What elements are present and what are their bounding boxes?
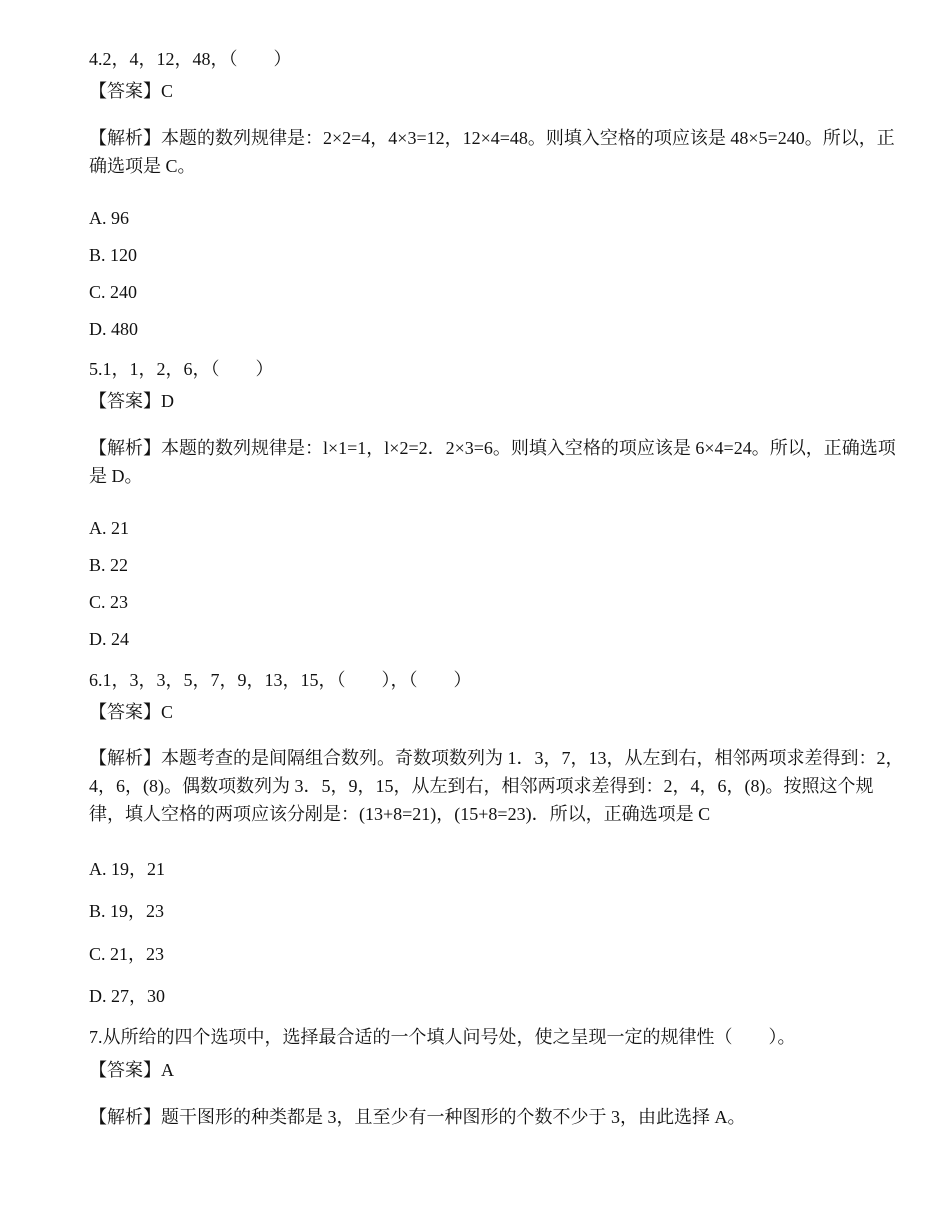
question-5-option-b: B. 22 [89, 555, 129, 575]
question-4-option-b: B. 120 [89, 245, 138, 265]
question-4-answer: 【答案】C [89, 81, 174, 101]
question-5-option-a: A. 21 [89, 518, 129, 538]
question-6-option-a: A. 19，21 [89, 859, 165, 879]
question-5-option-d: D. 24 [89, 629, 129, 649]
question-7-stem: 7.从所给的四个选项中，选择最合适的一个填人问号处，使之呈现一定的规律性（ ）。 [89, 1027, 796, 1047]
question-5-analysis: 【解析】本题的数列规律是：l×1=1，l×2=2．2×3=6。则填入空格的项应该是 6×4=24。所以，正确选项是 D。 [89, 438, 896, 486]
question-7-answer: 【答案】A [89, 1060, 174, 1080]
question-6-option-d: D. 27，30 [89, 986, 165, 1006]
question-6-answer: 【答案】C [89, 702, 174, 722]
question-5-option-c: C. 23 [89, 592, 129, 612]
question-4-analysis: 【解析】本题的数列规律是：2×2=4，4×3=12，12×4=48。则填入空格的项应该是 48×5=240。所以，正确选项是 C。 [89, 128, 895, 176]
question-4-stem: 4.2，4，12，48，（ ） [89, 49, 292, 69]
question-6-option-c: C. 21，23 [89, 944, 165, 964]
question-6-option-b: B. 19，23 [89, 901, 165, 921]
question-6-analysis: 【解析】本题考查的是间隔组合数列。奇数项数列为 1．3，7，13，从左到右，相邻两项求差得到：2，4，6，(8)。偶数项数列为 3．5，9，15，从左到右，相邻两项求差得到：2，4，6，(8)。按照这个规律，填人空格的两项应该分剐是：(13+8=21)，(15+8=23)．所以，正确选项是 C [89, 748, 904, 824]
question-5-answer: 【答案】D [89, 391, 174, 411]
question-4-option-d: D. 480 [89, 319, 138, 339]
question-6-stem: 6.1，3，3，5，7，9，13，15，（ ），（ ） [89, 670, 472, 690]
question-5-stem: 5.1，1，2，6，（ ） [89, 359, 274, 379]
question-4-option-c: C. 240 [89, 282, 138, 302]
question-7-analysis: 【解析】题干图形的种类都是 3，且至少有一种图形的个数不少于 3，由此选择 A。 [89, 1107, 746, 1127]
question-4-option-a: A. 96 [89, 208, 129, 228]
